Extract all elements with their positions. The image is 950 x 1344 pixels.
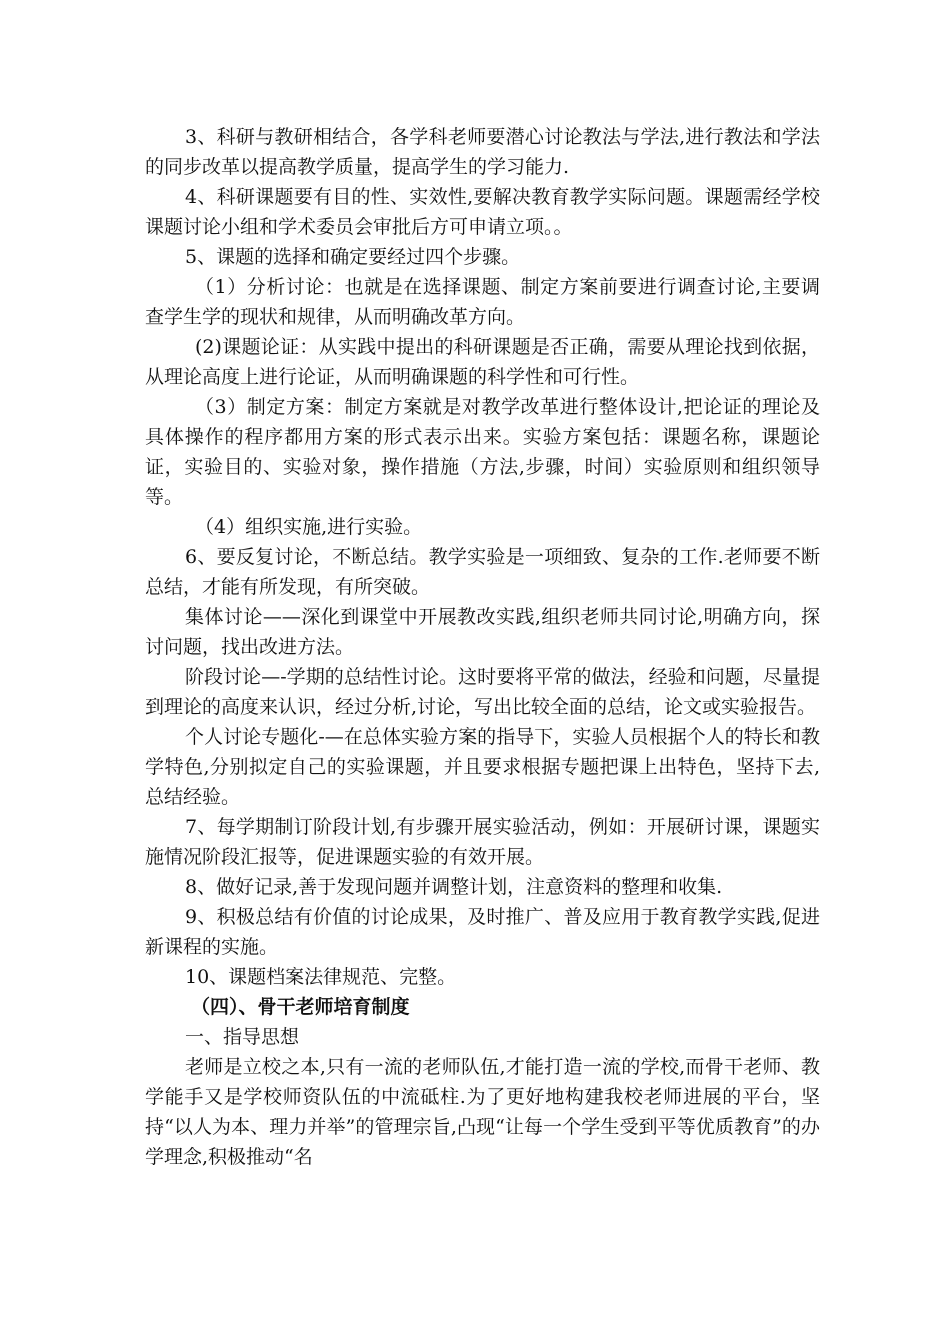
paragraph-personal-discussion: 个人讨论专题化-—在总体实验方案的指导下，实验人员根据个人的特长和教学特色,分别拟定自己的实验课题，并且要求根据专题把课上出特色，坚持下去,总结经验。 [145, 726, 820, 808]
paragraph-item-5: 5、课题的选择和确定要经过四个步骤。 [185, 246, 521, 268]
subsection-heading: 一、指导思想 [185, 1026, 300, 1048]
paragraph-step-1: （1）分析讨论：也就是在选择课题、制定方案前要进行调查讨论,主要调查学生学的现状和规律，从而明确改革方向。 [145, 276, 820, 328]
paragraph-item-7: 7、每学期制订阶段计划,有步骤开展实验活动，例如：开展研讨课，课题实施情况阶段汇报等，促进课题实验的有效开展。 [145, 816, 820, 868]
section-heading: （四）、骨干老师培育制度 [191, 996, 410, 1018]
paragraph-step-2: (2)课题论证：从实践中提出的科研课题是否正确，需要从理论找到依据，从理论高度上进行论证，从而明确课题的科学性和可行性。 [145, 336, 820, 388]
paragraph-step-3: （3）制定方案：制定方案就是对教学改革进行整体设计,把论证的理论及具体操作的程序都用方案的形式表示出来。实验方案包括：课题名称，课题论证，实验目的、实验对象，操作措施（方法,步骤，时间）实验原则和组织领导等。 [145, 396, 820, 508]
paragraph-item-3: 3、科研与教研相结合，各学科老师要潜心讨论教法与学法,进行教法和学法的同步改革以提高教学质量，提高学生的学习能力. [145, 126, 820, 178]
paragraph-step-4: （4）组织实施,进行实验。 [195, 516, 423, 538]
paragraph-item-4: 4、科研课题要有目的性、实效性,要解决教育教学实际问题。课题需经学校课题讨论小组和学术委员会审批后方可申请立项。。 [145, 186, 820, 238]
paragraph-guiding-ideology: 老师是立校之本,只有一流的老师队伍,才能打造一流的学校,而骨干老师、教学能手又是学校师资队伍的中流砥柱.为了更好地构建我校老师进展的平台，坚持“以人为本、理力并举”的管理宗旨,凸现“让每一个学生受到平等优质教育”的办学理念,积极推动“名 [145, 1056, 820, 1168]
paragraph-collective-discussion: 集体讨论——深化到课堂中开展教改实践,组织老师共同讨论,明确方向，探讨问题，找出改进方法。 [145, 606, 820, 658]
paragraph-stage-discussion: 阶段讨论—-学期的总结性讨论。这时要将平常的做法，经验和问题，尽量提到理论的高度来认识，经过分析,讨论，写出比较全面的总结，论文或实验报告。 [145, 666, 820, 718]
paragraph-item-9: 9、积极总结有价值的讨论成果，及时推广、普及应用于教育教学实践,促进新课程的实施。 [145, 906, 820, 958]
paragraph-item-6: 6、要反复讨论，不断总结。教学实验是一项细致、复杂的工作.老师要不断总结，才能有所发现，有所突破。 [145, 546, 820, 598]
paragraph-item-8: 8、做好记录,善于发现问题并调整计划，注意资料的整理和收集. [185, 876, 723, 898]
document-page [145, 122, 820, 1172]
paragraph-item-10: 10、课题档案法律规范、完整。 [185, 966, 457, 988]
